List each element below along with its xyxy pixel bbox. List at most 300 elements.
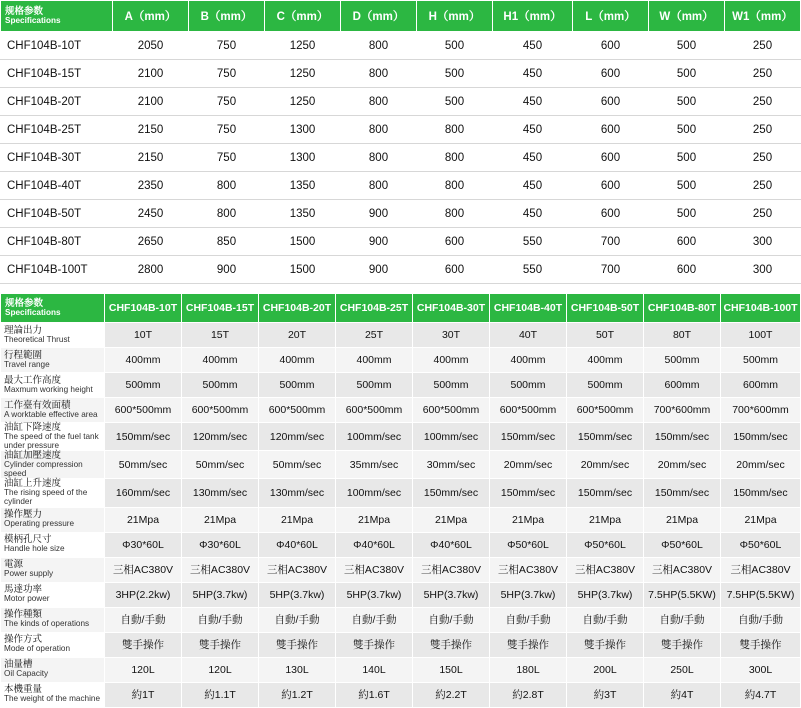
row-label-en: Oil Capacity bbox=[4, 669, 49, 679]
cell-d: 900 bbox=[341, 228, 417, 256]
param-cell: 5HP(3.7kw) bbox=[413, 582, 490, 607]
cell-l: 700 bbox=[573, 228, 649, 256]
param-cell: 150mm/sec bbox=[721, 479, 801, 507]
param-cell: 100mm/sec bbox=[336, 423, 413, 451]
table-row bbox=[1, 423, 801, 451]
cell-w: 500 bbox=[649, 144, 725, 172]
param-cell: 150mm/sec bbox=[644, 479, 721, 507]
param-cell: 三相AC380V bbox=[567, 557, 644, 582]
param-cell: 三相AC380V bbox=[336, 557, 413, 582]
table-row bbox=[1, 632, 801, 657]
param-cell: 三相AC380V bbox=[259, 557, 336, 582]
model-name: CHF104B-100T bbox=[1, 256, 113, 284]
param-cell: 雙手操作 bbox=[644, 632, 721, 657]
row-label-cn: 油缸上升速度 bbox=[4, 478, 62, 490]
cell-h: 800 bbox=[417, 144, 493, 172]
param-cell: 600*500mm bbox=[259, 398, 336, 423]
parameters-table-body bbox=[1, 323, 801, 708]
table-separator bbox=[0, 284, 800, 293]
param-cell: 50T bbox=[567, 323, 644, 348]
row-label-cn: 馬達功率 bbox=[4, 584, 43, 596]
param-cell: 5HP(3.7kw) bbox=[490, 582, 567, 607]
row-label bbox=[1, 607, 105, 632]
cell-w: 500 bbox=[649, 60, 725, 88]
table-row bbox=[1, 116, 801, 144]
param-cell: 400mm bbox=[259, 348, 336, 373]
param-cell: 600*500mm bbox=[182, 398, 259, 423]
param-cell: 500mm bbox=[567, 373, 644, 398]
param-cell: 600mm bbox=[721, 373, 801, 398]
cell-w1: 250 bbox=[725, 60, 801, 88]
cell-c: 1250 bbox=[265, 32, 341, 60]
corner-label-cn: 规格参数 bbox=[5, 297, 44, 309]
table-row bbox=[1, 557, 801, 582]
param-cell: 600*500mm bbox=[105, 398, 182, 423]
cell-a: 2050 bbox=[113, 32, 189, 60]
cell-d: 800 bbox=[341, 60, 417, 88]
param-cell: 160mm/sec bbox=[105, 479, 182, 507]
column-header-w: W（mm） bbox=[649, 1, 725, 32]
cell-a: 2650 bbox=[113, 228, 189, 256]
model-name: CHF104B-15T bbox=[1, 60, 113, 88]
row-label bbox=[1, 557, 105, 582]
param-cell: 三相AC380V bbox=[182, 557, 259, 582]
table-row bbox=[1, 323, 801, 348]
param-cell: 21Mpa bbox=[490, 507, 567, 532]
param-cell: 21Mpa bbox=[259, 507, 336, 532]
row-label-en: The speed of the fuel tank under pressure bbox=[4, 431, 99, 450]
cell-d: 800 bbox=[341, 144, 417, 172]
param-cell: 5HP(3.7kw) bbox=[567, 582, 644, 607]
param-cell: 7.5HP(5.5KW) bbox=[644, 582, 721, 607]
row-label-en: Theoretical Thrust bbox=[4, 334, 70, 344]
cell-b: 750 bbox=[189, 32, 265, 60]
param-cell: Φ50*60L bbox=[644, 532, 721, 557]
cell-l: 600 bbox=[573, 88, 649, 116]
param-cell: 500mm bbox=[105, 373, 182, 398]
cell-h: 800 bbox=[417, 116, 493, 144]
model-name: CHF104B-10T bbox=[1, 32, 113, 60]
table-row bbox=[1, 607, 801, 632]
param-cell: 25T bbox=[336, 323, 413, 348]
row-label-cn: 操作方式 bbox=[4, 634, 43, 646]
row-label-en: Travel range bbox=[4, 359, 50, 369]
param-cell: 20mm/sec bbox=[490, 451, 567, 479]
param-cell: 600*500mm bbox=[490, 398, 567, 423]
cell-b: 800 bbox=[189, 172, 265, 200]
param-cell: 約2.2T bbox=[413, 682, 490, 707]
cell-c: 1350 bbox=[265, 200, 341, 228]
model-column-header: CHF104B-80T bbox=[644, 294, 721, 323]
cell-b: 900 bbox=[189, 256, 265, 284]
param-cell: 7.5HP(5.5KW) bbox=[721, 582, 801, 607]
parameters-corner-cell bbox=[1, 294, 105, 323]
param-cell: 500mm bbox=[336, 373, 413, 398]
cell-h: 600 bbox=[417, 228, 493, 256]
row-label-en: Operating pressure bbox=[4, 519, 75, 529]
table-row bbox=[1, 60, 801, 88]
param-cell: 500mm bbox=[490, 373, 567, 398]
row-label bbox=[1, 398, 105, 423]
cell-w: 500 bbox=[649, 200, 725, 228]
param-cell: 400mm bbox=[567, 348, 644, 373]
cell-w1: 250 bbox=[725, 116, 801, 144]
cell-b: 750 bbox=[189, 116, 265, 144]
param-cell: 約1.6T bbox=[336, 682, 413, 707]
row-label-cn: 理論出力 bbox=[4, 324, 43, 336]
param-cell: 21Mpa bbox=[105, 507, 182, 532]
row-label-cn: 油量槽 bbox=[4, 659, 33, 671]
column-header-b: B（mm） bbox=[189, 1, 265, 32]
row-label-cn: 操作種類 bbox=[4, 609, 43, 621]
param-cell: 三相AC380V bbox=[721, 557, 801, 582]
cell-d: 800 bbox=[341, 88, 417, 116]
table-row bbox=[1, 88, 801, 116]
param-cell: 150mm/sec bbox=[644, 423, 721, 451]
param-cell: 250L bbox=[644, 657, 721, 682]
param-cell: 40T bbox=[490, 323, 567, 348]
model-name: CHF104B-30T bbox=[1, 144, 113, 172]
param-cell: 5HP(3.7kw) bbox=[336, 582, 413, 607]
cell-d: 900 bbox=[341, 200, 417, 228]
column-header-d: D（mm） bbox=[341, 1, 417, 32]
cell-h1: 450 bbox=[493, 60, 573, 88]
cell-a: 2150 bbox=[113, 116, 189, 144]
param-cell: 300L bbox=[721, 657, 801, 682]
param-cell: 150mm/sec bbox=[567, 423, 644, 451]
param-cell: 400mm bbox=[413, 348, 490, 373]
param-cell: 130mm/sec bbox=[182, 479, 259, 507]
param-cell: Φ40*60L bbox=[259, 532, 336, 557]
param-cell: 600mm bbox=[644, 373, 721, 398]
corner-label-cn: 规格参数 bbox=[5, 5, 44, 17]
model-column-header: CHF104B-20T bbox=[259, 294, 336, 323]
table-row bbox=[1, 507, 801, 532]
param-cell: 雙手操作 bbox=[105, 632, 182, 657]
cell-w1: 250 bbox=[725, 144, 801, 172]
row-label-en: Mode of operation bbox=[4, 644, 70, 654]
cell-h1: 450 bbox=[493, 32, 573, 60]
param-cell: 80T bbox=[644, 323, 721, 348]
cell-h1: 450 bbox=[493, 200, 573, 228]
param-cell: 約4T bbox=[644, 682, 721, 707]
param-cell: 約2.8T bbox=[490, 682, 567, 707]
row-label bbox=[1, 657, 105, 682]
cell-c: 1500 bbox=[265, 256, 341, 284]
cell-b: 850 bbox=[189, 228, 265, 256]
param-cell: 5HP(3.7kw) bbox=[182, 582, 259, 607]
param-cell: 600*500mm bbox=[413, 398, 490, 423]
param-cell: 100T bbox=[721, 323, 801, 348]
model-column-header: CHF104B-25T bbox=[336, 294, 413, 323]
param-cell: 100mm/sec bbox=[413, 423, 490, 451]
param-cell: 700*600mm bbox=[721, 398, 801, 423]
cell-d: 900 bbox=[341, 256, 417, 284]
param-cell: 約1.2T bbox=[259, 682, 336, 707]
param-cell: 600*500mm bbox=[336, 398, 413, 423]
row-label-en: Maxmum working height bbox=[4, 384, 93, 394]
cell-c: 1500 bbox=[265, 228, 341, 256]
param-cell: 三相AC380V bbox=[490, 557, 567, 582]
parameters-table bbox=[0, 293, 801, 708]
row-label-cn: 操作壓力 bbox=[4, 509, 43, 521]
param-cell: 120mm/sec bbox=[259, 423, 336, 451]
table-row bbox=[1, 32, 801, 60]
row-label bbox=[1, 479, 105, 507]
cell-l: 600 bbox=[573, 200, 649, 228]
param-cell: Φ40*60L bbox=[336, 532, 413, 557]
cell-w1: 300 bbox=[725, 256, 801, 284]
cell-h1: 550 bbox=[493, 228, 573, 256]
column-header-w1: W1（mm） bbox=[725, 1, 801, 32]
table-row bbox=[1, 144, 801, 172]
param-cell: 三相AC380V bbox=[105, 557, 182, 582]
param-cell: 20mm/sec bbox=[644, 451, 721, 479]
row-label-en: Handle hole size bbox=[4, 544, 65, 554]
param-cell: Φ30*60L bbox=[182, 532, 259, 557]
param-cell: 150mm/sec bbox=[490, 423, 567, 451]
param-cell: 200L bbox=[567, 657, 644, 682]
param-cell: 400mm bbox=[336, 348, 413, 373]
cell-h1: 450 bbox=[493, 88, 573, 116]
param-cell: 120L bbox=[105, 657, 182, 682]
param-cell: 約1T bbox=[105, 682, 182, 707]
param-cell: 500mm bbox=[413, 373, 490, 398]
param-cell: 21Mpa bbox=[182, 507, 259, 532]
row-label-en: Cylinder compression speed bbox=[4, 460, 83, 478]
param-cell: 約3T bbox=[567, 682, 644, 707]
table-row bbox=[1, 228, 801, 256]
cell-l: 700 bbox=[573, 256, 649, 284]
model-name: CHF104B-20T bbox=[1, 88, 113, 116]
cell-w1: 250 bbox=[725, 172, 801, 200]
cell-d: 800 bbox=[341, 172, 417, 200]
row-label-cn: 油缸下降速度 bbox=[4, 422, 62, 433]
cell-w1: 250 bbox=[725, 200, 801, 228]
row-label-en: The rising speed of the cylinder bbox=[4, 488, 88, 506]
row-label bbox=[1, 451, 105, 479]
param-cell: 600*500mm bbox=[567, 398, 644, 423]
param-cell: 700*600mm bbox=[644, 398, 721, 423]
cell-l: 600 bbox=[573, 144, 649, 172]
cell-a: 2450 bbox=[113, 200, 189, 228]
param-cell: 30T bbox=[413, 323, 490, 348]
cell-l: 600 bbox=[573, 116, 649, 144]
cell-a: 2150 bbox=[113, 144, 189, 172]
cell-w1: 250 bbox=[725, 32, 801, 60]
param-cell: 50mm/sec bbox=[182, 451, 259, 479]
model-name: CHF104B-50T bbox=[1, 200, 113, 228]
param-cell: Φ50*60L bbox=[721, 532, 801, 557]
table-row bbox=[1, 200, 801, 228]
cell-h1: 450 bbox=[493, 144, 573, 172]
param-cell: 21Mpa bbox=[336, 507, 413, 532]
param-cell: Φ40*60L bbox=[413, 532, 490, 557]
column-header-c: C（mm） bbox=[265, 1, 341, 32]
cell-h: 800 bbox=[417, 172, 493, 200]
row-label bbox=[1, 507, 105, 532]
dimensions-table-header bbox=[1, 1, 801, 32]
table-row bbox=[1, 348, 801, 373]
param-cell: 500mm bbox=[182, 373, 259, 398]
cell-w: 600 bbox=[649, 256, 725, 284]
model-column-header: CHF104B-10T bbox=[105, 294, 182, 323]
column-header-h1: H1（mm） bbox=[493, 1, 573, 32]
row-label bbox=[1, 532, 105, 557]
cell-d: 800 bbox=[341, 116, 417, 144]
column-header-a: A（mm） bbox=[113, 1, 189, 32]
param-cell: 自動/手動 bbox=[336, 607, 413, 632]
param-cell: 140L bbox=[336, 657, 413, 682]
param-cell: Φ30*60L bbox=[105, 532, 182, 557]
row-label-en: A worktable effective area bbox=[4, 409, 98, 419]
table-row bbox=[1, 532, 801, 557]
param-cell: 雙手操作 bbox=[567, 632, 644, 657]
corner-label-en: Specifications bbox=[5, 307, 61, 317]
cell-h1: 550 bbox=[493, 256, 573, 284]
model-column-header: CHF104B-100T bbox=[721, 294, 801, 323]
param-cell: 500mm bbox=[259, 373, 336, 398]
row-label-cn: 工作臺有效面積 bbox=[4, 399, 71, 411]
model-column-header: CHF104B-15T bbox=[182, 294, 259, 323]
model-column-header: CHF104B-30T bbox=[413, 294, 490, 323]
row-label-cn: 模柄孔尺寸 bbox=[4, 534, 52, 546]
model-name: CHF104B-80T bbox=[1, 228, 113, 256]
param-cell: 150L bbox=[413, 657, 490, 682]
row-label bbox=[1, 423, 105, 451]
row-label bbox=[1, 323, 105, 348]
table-row bbox=[1, 657, 801, 682]
row-label bbox=[1, 632, 105, 657]
model-name: CHF104B-40T bbox=[1, 172, 113, 200]
param-cell: 150mm/sec bbox=[105, 423, 182, 451]
cell-h: 500 bbox=[417, 60, 493, 88]
param-cell: 500mm bbox=[644, 348, 721, 373]
row-label-cn: 本機重量 bbox=[4, 684, 43, 696]
corner-label-en: Specifications bbox=[5, 15, 61, 25]
cell-c: 1300 bbox=[265, 116, 341, 144]
param-cell: 約1.1T bbox=[182, 682, 259, 707]
cell-h1: 450 bbox=[493, 172, 573, 200]
cell-w: 500 bbox=[649, 116, 725, 144]
cell-w1: 300 bbox=[725, 228, 801, 256]
table-row bbox=[1, 479, 801, 507]
param-cell: 自動/手動 bbox=[644, 607, 721, 632]
cell-w: 500 bbox=[649, 32, 725, 60]
table-header-row bbox=[1, 1, 801, 32]
cell-h: 800 bbox=[417, 200, 493, 228]
param-cell: 150mm/sec bbox=[490, 479, 567, 507]
dimensions-table bbox=[0, 0, 801, 284]
param-cell: 400mm bbox=[182, 348, 259, 373]
param-cell: 21Mpa bbox=[721, 507, 801, 532]
row-label-en: The weight of the machine bbox=[4, 694, 101, 704]
table-header-row bbox=[1, 294, 801, 323]
table-row bbox=[1, 582, 801, 607]
param-cell: 5HP(3.7kw) bbox=[259, 582, 336, 607]
dimensions-table-body bbox=[1, 32, 801, 284]
param-cell: 自動/手動 bbox=[182, 607, 259, 632]
param-cell: 21Mpa bbox=[644, 507, 721, 532]
row-label-cn: 最大工作高度 bbox=[4, 374, 62, 386]
param-cell: 130L bbox=[259, 657, 336, 682]
cell-c: 1250 bbox=[265, 88, 341, 116]
param-cell: 100mm/sec bbox=[336, 479, 413, 507]
table-row bbox=[1, 451, 801, 479]
cell-h: 500 bbox=[417, 88, 493, 116]
param-cell: 180L bbox=[490, 657, 567, 682]
cell-h: 500 bbox=[417, 32, 493, 60]
cell-b: 750 bbox=[189, 88, 265, 116]
param-cell: 自動/手動 bbox=[721, 607, 801, 632]
param-cell: Φ50*60L bbox=[567, 532, 644, 557]
param-cell: 50mm/sec bbox=[105, 451, 182, 479]
cell-c: 1350 bbox=[265, 172, 341, 200]
param-cell: 雙手操作 bbox=[336, 632, 413, 657]
cell-w1: 250 bbox=[725, 88, 801, 116]
cell-a: 2100 bbox=[113, 60, 189, 88]
cell-l: 600 bbox=[573, 60, 649, 88]
cell-w: 500 bbox=[649, 172, 725, 200]
param-cell: 35mm/sec bbox=[336, 451, 413, 479]
dimensions-corner-cell bbox=[1, 1, 113, 32]
table-row bbox=[1, 398, 801, 423]
row-label-cn: 油缸加壓速度 bbox=[4, 450, 62, 462]
cell-a: 2350 bbox=[113, 172, 189, 200]
param-cell: 約4.7T bbox=[721, 682, 801, 707]
param-cell: 雙手操作 bbox=[721, 632, 801, 657]
param-cell: 自動/手動 bbox=[413, 607, 490, 632]
param-cell: 15T bbox=[182, 323, 259, 348]
param-cell: 10T bbox=[105, 323, 182, 348]
param-cell: 三相AC380V bbox=[644, 557, 721, 582]
cell-w: 500 bbox=[649, 88, 725, 116]
model-column-header: CHF104B-40T bbox=[490, 294, 567, 323]
param-cell: 150mm/sec bbox=[721, 423, 801, 451]
param-cell: 50mm/sec bbox=[259, 451, 336, 479]
cell-d: 800 bbox=[341, 32, 417, 60]
row-label bbox=[1, 373, 105, 398]
table-row bbox=[1, 172, 801, 200]
param-cell: 自動/手動 bbox=[259, 607, 336, 632]
param-cell: 120mm/sec bbox=[182, 423, 259, 451]
parameters-table-header bbox=[1, 294, 801, 323]
cell-h1: 450 bbox=[493, 116, 573, 144]
param-cell: 三相AC380V bbox=[413, 557, 490, 582]
cell-w: 600 bbox=[649, 228, 725, 256]
cell-a: 2800 bbox=[113, 256, 189, 284]
param-cell: 自動/手動 bbox=[105, 607, 182, 632]
column-header-l: L（mm） bbox=[573, 1, 649, 32]
cell-c: 1300 bbox=[265, 144, 341, 172]
row-label-cn: 電源 bbox=[4, 559, 24, 571]
table-row bbox=[1, 373, 801, 398]
param-cell: 3HP(2.2kw) bbox=[105, 582, 182, 607]
param-cell: 自動/手動 bbox=[567, 607, 644, 632]
param-cell: 500mm bbox=[721, 348, 801, 373]
param-cell: 150mm/sec bbox=[567, 479, 644, 507]
table-row bbox=[1, 682, 801, 707]
param-cell: 20mm/sec bbox=[721, 451, 801, 479]
param-cell: 雙手操作 bbox=[259, 632, 336, 657]
param-cell: 21Mpa bbox=[567, 507, 644, 532]
param-cell: 21Mpa bbox=[413, 507, 490, 532]
row-label-cn: 行程範圍 bbox=[4, 349, 43, 361]
column-header-h: H（mm） bbox=[417, 1, 493, 32]
row-label-en: Motor power bbox=[4, 594, 50, 604]
param-cell: 雙手操作 bbox=[490, 632, 567, 657]
param-cell: 400mm bbox=[105, 348, 182, 373]
